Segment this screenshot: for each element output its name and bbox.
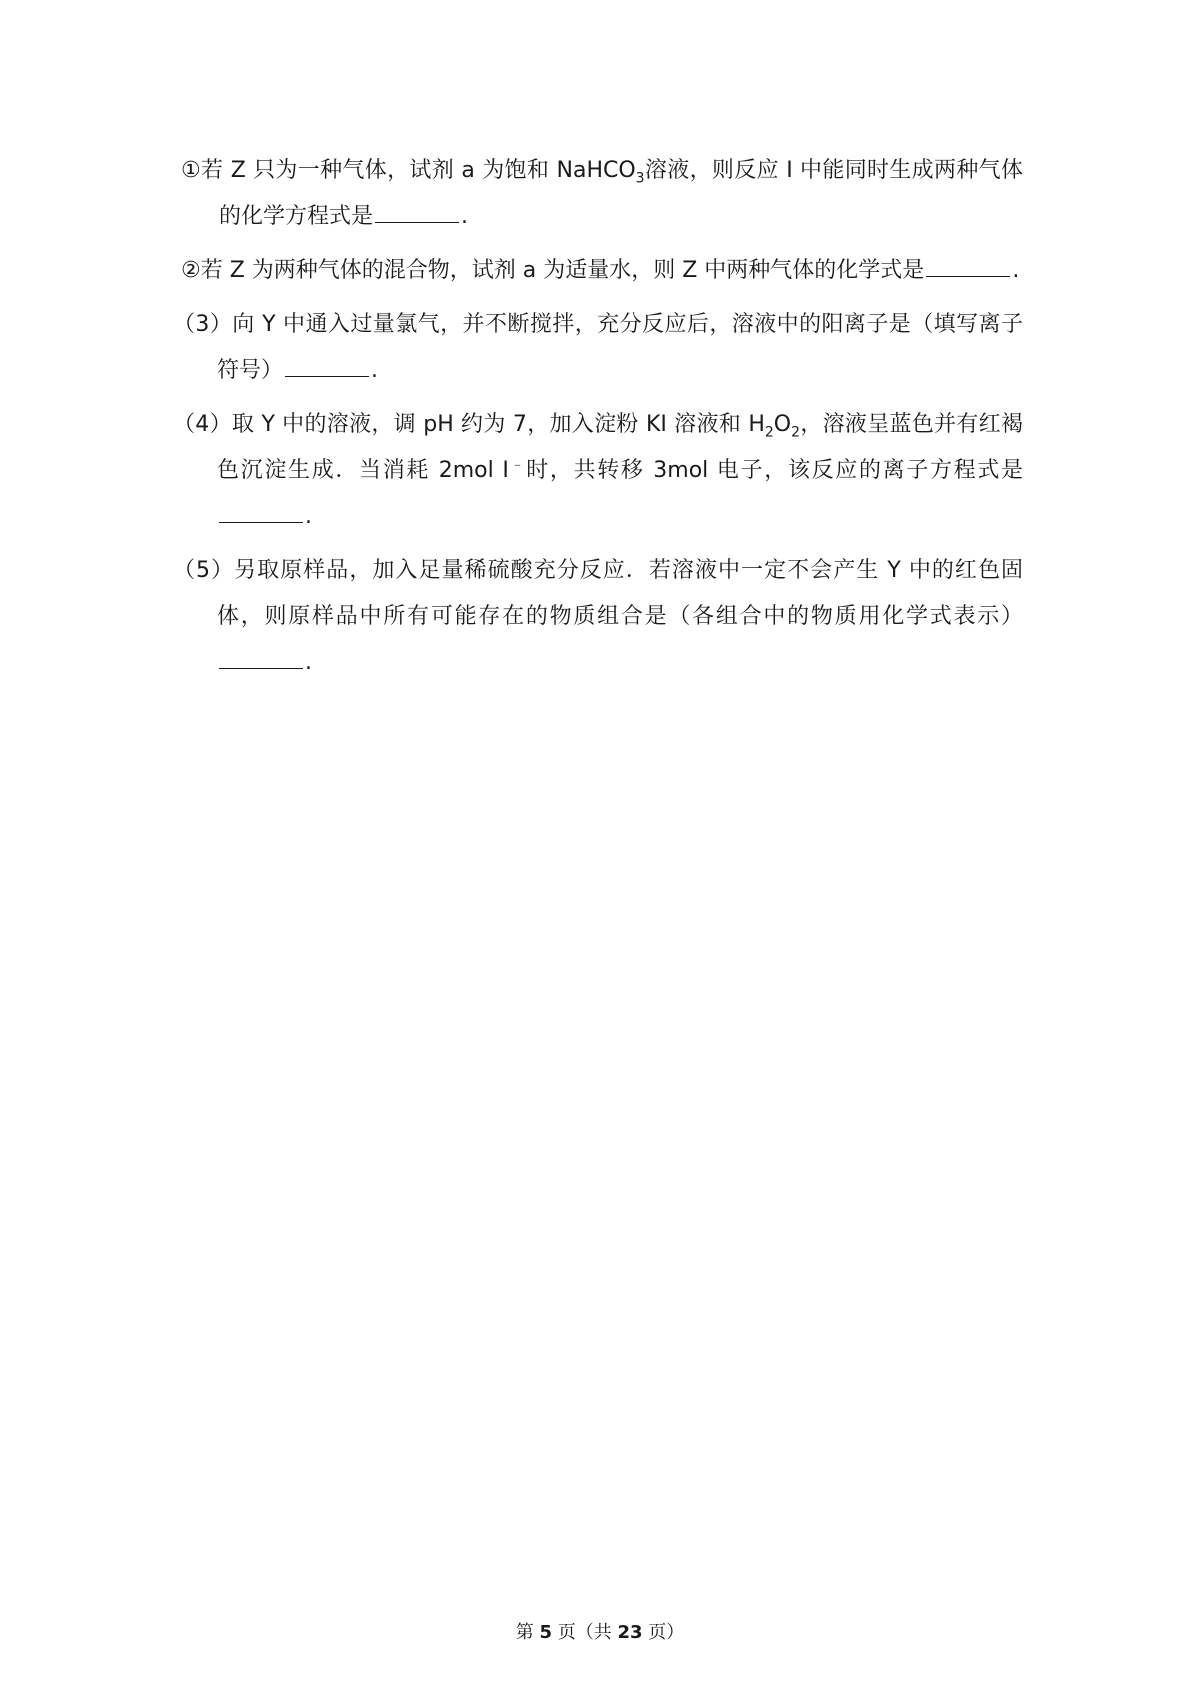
page-footer — [0, 1618, 1200, 1644]
question-2-end: . — [1012, 258, 1020, 283]
answer-blank — [926, 275, 1010, 277]
question-item-1 — [181, 148, 1023, 240]
footer-middle: 页（共 — [552, 1622, 618, 1643]
question-1-end: . — [461, 204, 469, 229]
question-1-text: ①若 Z 只为一种气体，试剂 a 为饱和 NaHCO — [181, 158, 636, 183]
question-4-subscript-h: 2 — [764, 424, 774, 441]
answer-blank — [375, 221, 459, 223]
question-item-3 — [173, 302, 1023, 394]
question-4-text-end: 时，共转移 3mol 电子，该反应的离子方程式是 — [526, 458, 1023, 483]
question-1-text-continued: 溶液，则反应 I 中能同时生成两种气体的化学方程式是 — [219, 158, 1023, 229]
question-4-text-o: O — [773, 412, 792, 437]
question-4-subscript-o: 2 — [791, 424, 801, 441]
question-4-superscript: ﹣ — [508, 456, 527, 473]
footer-prefix: 第 — [515, 1622, 540, 1643]
question-5-text: （5）另取原样品，加入足量稀硫酸充分反应．若溶液中一定不会产生 Y 中的红色固体，则原样品中所有可能存在的物质组合是（各组合中的物质用化学式表示） — [173, 558, 1023, 629]
answer-blank — [219, 667, 303, 669]
question-5-end: . — [305, 650, 312, 675]
question-item-5 — [173, 548, 1023, 686]
footer-page-number: 5 — [539, 1622, 552, 1643]
answer-blank — [285, 375, 369, 377]
question-content — [173, 148, 1023, 694]
question-4-text-continued: ，溶液呈蓝色并有红褐色沉淀生成．当消耗 2mol I — [217, 412, 1023, 483]
answer-blank — [219, 521, 303, 523]
question-item-2 — [181, 248, 1023, 294]
question-3-text: （3）向 Y 中通入过量氯气，并不断搅拌，充分反应后，溶液中的阳离子是（填写离子符号） — [173, 312, 1023, 383]
question-item-4 — [173, 402, 1023, 540]
question-4-end: . — [305, 504, 312, 529]
question-2-text: ②若 Z 为两种气体的混合物，试剂 a 为适量水，则 Z 中两种气体的化学式是 — [181, 258, 925, 283]
footer-total-pages: 23 — [617, 1622, 643, 1643]
footer-suffix: 页） — [642, 1622, 685, 1643]
question-3-end: . — [371, 358, 379, 383]
question-4-text: （4）取 Y 中的溶液，调 pH 约为 7，加入淀粉 KI 溶液和 H — [173, 412, 765, 437]
question-1-subscript: 3 — [635, 170, 645, 187]
